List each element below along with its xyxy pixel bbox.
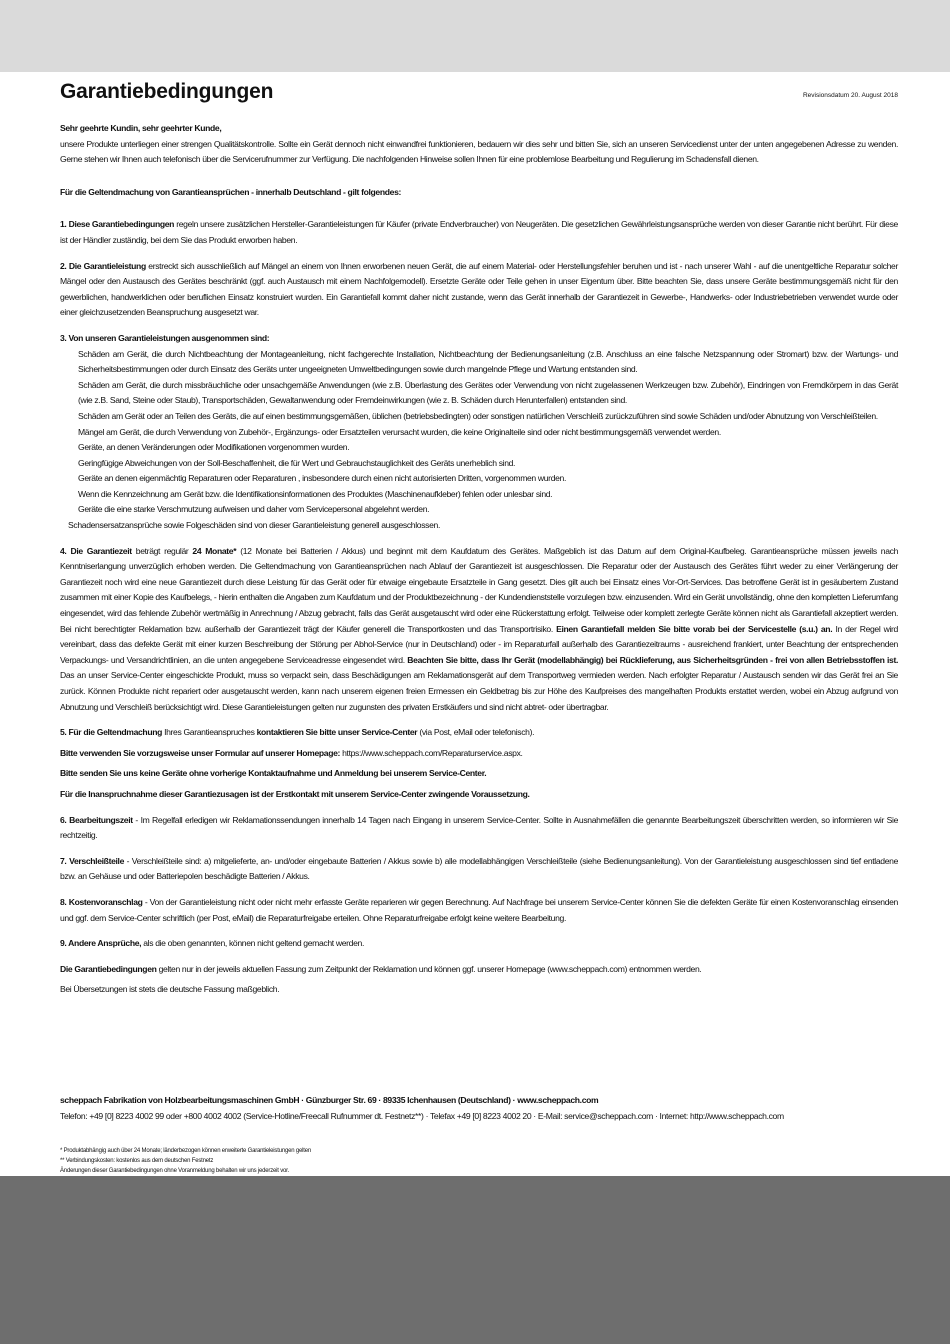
section-4: 4. Die Garantiezeit beträgt regulär 24 Monate* (12 Monate bei Batterien / Akkus) und beginnt mit dem Kaufdatum des Gerätes. Maßgeblich ist das Datum auf dem Original-Kaufbeleg. Garantieansprüche müssen jeweils nach Kenntniserlangung unverzüglich erhoben werden. Die Geltendmachung von Garantieansprüchen nach Ablauf der Garantiezeit ist ausgeschlossen. Die Reparatur oder der Austausch des Gerätes führt weder zu einer Verlängerung der Garantiezeit noch wird eine neue Garantiezeit durch diese Leistung für das Gerät oder für etwaige eingebaute Ersatzteile in Gang gesetzt. Dies gilt auch bei Einsatz eines Vor-Ort-Services. Das betroffene Gerät ist in gesäubertem Zustand zusammen mit einer Kopie des Kaufbelegs, - hierin enthalten die Angaben zum Kaufdatum und der Produktbezeichnung - der Kundendienststelle vorzulegen bzw. einzusenden. Wird ein Gerät unvollständig, ohne den kompletten Lieferumfang eingesendet, wird das fehlende Zubehör wertmäßig in Anrechnung / Abzug gebracht, falls das Gerät ausgetauscht wird oder eine Rückerstattung erfolgt. Teilweise oder komplett zerlegte Geräte können nicht als Garantiefall akzeptiert werden. Bei nicht berechtigter Reklamation bzw. außerhalb der Garantiezeit trägt der Käufer generell die Transportkosten und das Transportrisiko. Einen Garantiefall melden Sie bitte vorab bei der Servicestelle (s.u.) an. In der Regel wird vereinbart, dass das defekte Gerät mit einer kurzen Beschreibung der Störung per Abhol-Service (nur in Deutschland) oder - im Reparaturfall außerhalb des Garantiezeitraums - ausreichend frankiert, unter Beachtung der entsprechenden Verpackungs- und Versandrichtlinien, an die unten angegebene Serviceadresse eingesendet wird. Beachten Sie bitte, dass Ihr Gerät (modellabhängig) bei Rücklieferung, aus Sicherheitsgründen - frei von allen Betriebsstoffen ist. Das an unser Service-Center eingeschickte Produkt, muss so verpackt sein, dass Beschädigungen am Reklamationsgerät auf dem Transportweg vermieden werden. Nach erfolgter Reparatur / Austausch senden wir das Gerät frei an Sie zurück. Können Produkte nicht repariert oder ausgetauscht werden, kann nach unserem eigenen freien Ermessen ein Geldbetrag bis zur Höhe des Kaufpreises des mangelhaften Produkts erstattet werden, wobei ein Abzug aufgrund von Abnutzung und Verschleiß berücksichtigt wird. Diese Garantieleistungen gelten nur zugunsten des privaten Erstkäufers und sind nicht abtret- oder übertragbar. xyxy=(60,545,899,712)
exclusion-item: Geräte an denen eigenmächtig Reparaturen oder Reparaturen , insbesondere durch einen nicht autorisierten Dritten, vorgenommen wurden. xyxy=(78,473,567,484)
form-notice: Bitte verwenden Sie vorzugsweise unser Formular auf unserer Homepage: https://www.scheppach.com/Reparaturservice.aspx. xyxy=(60,747,523,758)
no-devices-notice: Bitte senden Sie uns keine Geräte ohne vorherige Kontaktaufnahme und Anmeldung bei unserem Service-Center. xyxy=(60,768,487,779)
salutation: Sehr geehrte Kundin, sehr geehrter Kunde, xyxy=(60,123,222,133)
document-body xyxy=(60,121,898,998)
section-7: 7. Verschleißteile - Verschleißteile sind: a) mitgelieferte, an- und/oder eingebaute Batterien / Akkus sowie b) alle modellabhängigen Verschleißteile (siehe Bedienungsanleitung). Von der Garantieleistung ausgeschlossen sind tief entladene bzw. an Gehäuse und oder Batteriepolen beschädigte Batterien / Akkus. xyxy=(60,855,898,882)
footnote: ** Verbindungskosten: kostenlos aus dem deutschen Festnetz xyxy=(60,1158,214,1164)
section-9: 9. Andere Ansprüche, als die oben genannten, können nicht geltend gemacht werden. xyxy=(60,938,364,949)
translation-note: Bei Übersetzungen ist stets die deutsche Fassung maßgeblich. xyxy=(60,984,280,995)
section-5: 5. Für die Geltendmachung Ihres Garantieanspruches kontaktieren Sie bitte unser Service-Center (via Post, eMail oder telefonisch). xyxy=(60,727,535,738)
section-2: 2. Die Garantieleistung erstreckt sich ausschließlich auf Mängel an einem von Ihnen erworbenen neuen Gerät, die auf einem Material- oder Herstellungsfehler beruhen und ist - nach unserer Wahl - auf die unentgeltliche Reparatur solcher Mängel oder den Austausch des Gerätes beschränkt (ggf. auch Austausch mit einem Nachfolgemodell). Ersetzte Geräte oder Teile gehen in unser Eigentum über. Bitte beachten Sie, dass unsere Geräte bestimmungsgemäß nicht für den gewerblichen, handwerklichen oder beruflichen Einsatz konstruiert wurden. Ein Garantiefall kommt daher nicht zustande, wenn das Gerät innerhalb der Garantiezeit in Gewerbe-, Handwerks- oder Industriebetrieben verwendet wurde oder einer gleichzusetzenden Beanspruchung ausgesetzt war. xyxy=(60,260,898,318)
section-3-heading: 3. Von unseren Garantieleistungen ausgenommen sind: xyxy=(60,332,270,343)
footnote: Änderungen dieser Garantiebedingungen ohne Voranmeldung behalten wir uns jederzeit vor. xyxy=(60,1168,290,1174)
exclusion-item: Schäden am Gerät, die durch Nichtbeachtung der Montageanleitung, nicht fachgerechte Installation, Nichtbeachtung der Bedienungsanleitung (z.B. Anschluss an eine falsche Netzspannung oder Stromart) bzw. der Wartungs- und Sicherheitsbestimmungen oder durch Einsatz des Geräts unter ungeeigneten Umweltbedingungen sowie durch mangelnde Pflege und Wartung entstanden sind. xyxy=(78,348,898,375)
reparaturservice-link[interactable]: https://www.scheppach.com/Reparaturservice.aspx. xyxy=(340,747,523,758)
exclusion-item: Geräte die eine starke Verschmutzung aufweisen und daher vom Servicepersonal abgelehnt werden. xyxy=(78,504,430,515)
exclusion-item: Schäden am Gerät, die durch missbräuchliche oder unsachgemäße Anwendungen (wie z.B. Überlastung des Gerätes oder Verwendung von nicht zugelassenen Werkzeugen bzw. Zubehör), Eindringen von Fremdkörpern in das Gerät (wie z.B. Sand, Steine oder Staub), Transportschäden, Gewaltanwendung oder Fremdeinwirkungen (wie z. B. Schäden durch Herunterfallen) entstanden sind. xyxy=(78,379,898,406)
exclusion-item: Geräte, an denen Veränderungen oder Modifikationen vorgenommen wurden. xyxy=(78,442,350,453)
exclusion-item: Geringfügige Abweichungen von der Soll-Beschaffenheit, die für Wert und Gebrauchstauglichkeit des Geräts unerheblich sind. xyxy=(78,457,516,468)
top-gray-band xyxy=(0,0,950,72)
section-1: 1. Diese Garantiebedingungen regeln unsere zusätzlichen Hersteller-Garantieleistungen für Käufer (private Endverbraucher) von Neugeräten. Die gesetzlichen Gewährleistungsansprüche werden von dieser Garantie nicht berührt. Für diese ist der Händler zuständig, bei dem Sie das Produkt erworben haben. xyxy=(60,219,898,245)
intro-paragraph: unsere Produkte unterliegen einer strengen Qualitätskontrolle. Sollte ein Gerät dennoch nicht einwandfrei funktionieren, bedauern wir dies sehr und bitten Sie, sich an unseren Servicedienst unter der unten angegebenen Adresse zu wenden. Gerne stehen wir Ihnen auch telefonisch über die Servicerufnummer zur Verfügung. Die nachfolgenden Hinweise sollen Ihnen für eine problemlose Bearbeitung und Regulierung im Schadensfall dienen. xyxy=(60,138,898,165)
first-contact-notice: Für die Inanspruchnahme dieser Garantiezusagen ist der Erstkontakt mit unserem Service-Center zwingende Voraussetzung. xyxy=(60,788,530,799)
document-title: Garantiebedingungen xyxy=(60,80,274,103)
exclusion-item: Mängel am Gerät, die durch Verwendung von Zubehör-, Ergänzungs- oder Ersatzteilen verursacht wurden, die keine Originalteile sind oder nicht bestimmungsgemäß verwendet werden. xyxy=(78,426,721,437)
validity-note: Die Garantiebedingungen gelten nur in der jeweils aktuellen Fassung zum Zeitpunkt der Reklamation und können ggf. unserer Homepage (www.scheppach.com) entnommen werden. xyxy=(60,963,702,974)
company-info xyxy=(60,1092,898,1124)
bottom-gray-band xyxy=(0,1176,950,1344)
exclusion-item: Wenn die Kennzeichnung am Gerät bzw. die Identifikationsinformationen des Produktes (Maschinenaufkleber) fehlen oder unlesbar sind. xyxy=(78,488,553,499)
company-address: scheppach Fabrikation von Holzbearbeitungsmaschinen GmbH · Günzburger Str. 69 · 89335 Ichenhausen (Deutschland) · www.scheppach.com xyxy=(60,1095,599,1105)
footnote: * Produktabhängig auch über 24 Monate; länderbezogen können erweiterte Garantieleistungen gelten xyxy=(60,1148,311,1154)
company-contact: Telefon: +49 [0] 8223 4002 99 oder +800 4002 4002 (Service-Hotline/Freecall Rufnummer dt. Festnetz**) · Telefax +49 [0] 8223 4002 20 · E-Mail: service@scheppach.com · Internet: http://www.scheppach.com xyxy=(60,1111,784,1121)
section-8: 8. Kostenvoranschlag - Von der Garantieleistung nicht oder nicht mehr erfasste Geräte reparieren wir gegen Berechnung. Auf Nachfrage bei unserem Service-Center können Sie die defekten Geräte für einen Kostenvoranschlag einsenden und ggf. dem Service-Center schriftlich (per Post, eMail) die Reparaturfreigabe erteilen. Ohne Reparaturfreigabe erfolgt keine weitere Bearbeitung. xyxy=(60,896,898,923)
revision-date: Revisionsdatum 20. August 2018 xyxy=(802,92,898,99)
exclusion-item: Schäden am Gerät oder an Teilen des Geräts, die auf einen bestimmungsgemäßen, üblichen (betriebsbedingten) oder sonstigen natürlichen Verschleiß zurückzuführen sind sowie Schäden und/oder Abnutzung von Verschleißteilen. xyxy=(78,410,878,421)
footnotes xyxy=(60,1146,898,1176)
section-6: 6. Bearbeitungszeit - Im Regelfall erledigen wir Reklamationssendungen innerhalb 14 Tagen nach Eingang in unserem Service-Center. Sollte in Ausnahmefällen die genannte Bearbeitungszeit überschritten werden, so informieren wir Sie rechtzeitig. xyxy=(60,814,898,841)
exclusion-closing: Schadensersatzansprüche sowie Folgeschäden sind von dieser Garantieleistung generell ausgeschlossen. xyxy=(68,520,441,531)
germany-heading: Für die Geltendmachung von Garantieansprüchen - innerhalb Deutschland - gilt folgendes: xyxy=(60,186,402,197)
